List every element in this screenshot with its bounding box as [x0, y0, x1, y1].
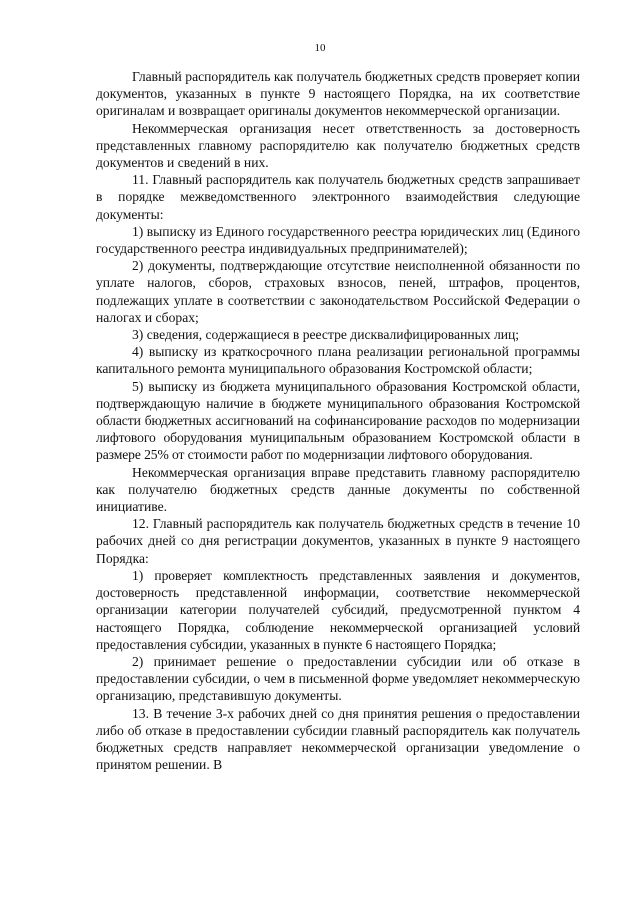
paragraph-item-11-1: 1) выписку из Единого государственного реестра юридических лиц (Единого государственного реестра индивидуальных предпринимателей);: [96, 223, 580, 257]
paragraph-item-12-1: 1) проверяет комплектность представленных заявления и документов, достоверность представленной информации, соответствие некоммерческой организации категории получателей субсидий, предусмотренной пунктом 4 настоящего Порядка, соблюдение некоммерческой организацией условий предоставления субсидии, указанных в пункте 6 настоящего Порядка;: [96, 567, 580, 652]
page-number: 10: [314, 42, 326, 54]
paragraph-responsibility: Некоммерческая организация несет ответственность за достоверность представленных главному распорядителю как получателю бюджетных средств документов и сведений в них.: [96, 120, 580, 171]
paragraph-item-12: 12. Главный распорядитель как получатель бюджетных средств в течение 10 рабочих дней со дня регистрации документов, указанных в пункте 9 настоящего Порядка:: [96, 516, 580, 566]
paragraph-copies-check: Главный распорядитель как получатель бюджетных средств проверяет копии документов, указанных в пункте 9 настоящего Порядка, на их соответствие оригиналам и возвращает оригиналы документов некоммерческой организации.: [96, 69, 580, 119]
paragraph-own-initiative: Некоммерческая организация вправе представить главному распорядителю как получателю бюджетных средств данные документы по собственной инициативе.: [96, 464, 580, 515]
paragraph-item-11: 11. Главный распорядитель как получатель бюджетных средств запрашивает в порядке межведомственного электронного взаимодействия следующие документы:: [96, 172, 580, 222]
paragraph-item-11-5: 5) выписку из бюджета муниципального образования Костромской области, подтверждающую наличие в бюджете муниципального образования Костромской области бюджетных ассигнований на софинансирование расходов по модернизации лифтового оборудования муниципальным образованием Костромской области в размере 25% от стоимости работ по модернизации лифтового оборудования.: [96, 378, 580, 463]
paragraph-item-11-4: 4) выписку из краткосрочного плана реализации региональной программы капитального ремонта муниципального образования Костромской области;: [96, 344, 580, 377]
paragraph-item-11-3: 3) сведения, содержащиеся в реестре дисквалифицированных лиц;: [132, 327, 520, 343]
paragraph-item-13: 13. В течение 3-х рабочих дней со дня принятия решения о предоставлении либо об отказе в предоставлении субсидии главный распорядитель как получатель бюджетных средств направляет некоммерческой организации уведомление о принятом решении. В: [96, 705, 580, 773]
document-body: [96, 68, 580, 773]
paragraph-item-11-2: 2) документы, подтверждающие отсутствие неисполненной обязанности по уплате налогов, сборов, страховых взносов, пеней, штрафов, процентов, подлежащих уплате в соответствии с законодательством Российской Федерации о налогах и сборах;: [96, 258, 580, 325]
paragraph-item-12-2: 2) принимает решение о предоставлении субсидии или об отказе в предоставлении субсидии, о чем в письменной форме уведомляет некоммерческую организацию, представившую документы.: [96, 653, 580, 704]
